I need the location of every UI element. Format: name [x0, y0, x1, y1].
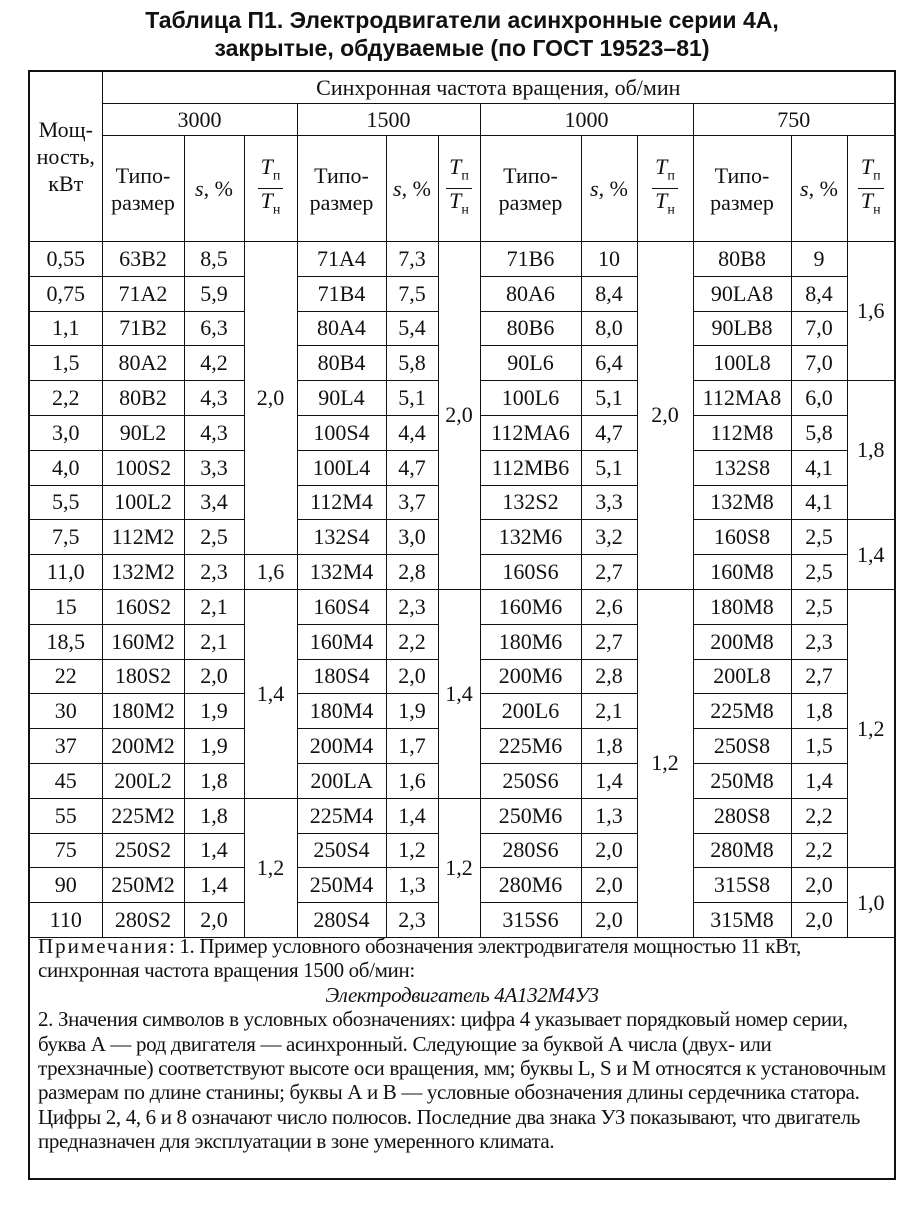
slip-cell-1000: 8,4	[581, 276, 637, 311]
slip-cell-3000: 4,2	[184, 346, 244, 381]
header-row-sync	[30, 72, 894, 104]
ratio-numerator	[446, 155, 472, 189]
col-type-header-3000: Типо-размер	[102, 136, 184, 242]
title-line-1: Таблица П1. Электродвигатели асинхронные серии 4А,	[145, 7, 779, 33]
table-row	[30, 798, 894, 833]
type-cell-1000: 280S6	[480, 833, 581, 868]
type-cell-3000: 180M2	[102, 694, 184, 729]
ratio-numerator-symbol: T	[449, 153, 462, 179]
slip-cell-3000: 3,3	[184, 450, 244, 485]
slip-cell-750: 2,5	[791, 589, 847, 624]
type-cell-1000: 160M6	[480, 589, 581, 624]
slip-cell-750: 2,0	[791, 903, 847, 938]
slip-cell-750: 9	[791, 242, 847, 277]
slip-unit: , %	[401, 176, 431, 201]
ratio-cell-750: 1,8	[847, 381, 894, 520]
slip-cell-1000: 2,7	[581, 624, 637, 659]
ratio-denominator-sub: н	[461, 202, 469, 218]
power-cell: 15	[30, 589, 102, 624]
ratio-denominator-symbol: T	[449, 188, 462, 213]
ratio-cell-1000: 1,2	[637, 589, 693, 937]
slip-symbol: s	[590, 176, 599, 201]
slip-cell-1500: 3,0	[386, 520, 438, 555]
slip-cell-1500: 2,0	[386, 659, 438, 694]
header-row-speeds	[30, 104, 894, 136]
type-cell-3000: 132M2	[102, 555, 184, 590]
power-cell: 0,75	[30, 276, 102, 311]
slip-cell-750: 4,1	[791, 450, 847, 485]
power-cell: 4,0	[30, 450, 102, 485]
ratio-denominator-symbol: T	[860, 188, 874, 213]
type-cell-3000: 100S2	[102, 450, 184, 485]
type-cell-750: 180M8	[693, 589, 791, 624]
ratio-cell-3000: 1,6	[244, 555, 297, 590]
col-type-header-1500: Типо-размер	[297, 136, 386, 242]
slip-symbol: s	[800, 176, 809, 201]
type-cell-3000: 180S2	[102, 659, 184, 694]
type-cell-750: 250M8	[693, 763, 791, 798]
note-2: 2. Значения символов в условных обозначениях: цифра 4 указывает порядковый номер серии, буква А — род двигателя — асинхронный. Следующие за буквой А числа (двух- или трехзначные) соответствуют высоте оси вращения, мм; буквы L, S и M относятся к установочным размерам по длине станины; буквы А и В — условные обозначения длины сердечника статора. Цифры 2, 4, 6 и 8 означают число полюсов. Последние два знака УЗ показывают, что двигатель предназначен для эксплуатации в зоне умеренного климата.	[38, 1007, 886, 1154]
slip-cell-3000: 4,3	[184, 381, 244, 416]
power-cell: 11,0	[30, 555, 102, 590]
type-cell-1500: 200M4	[297, 729, 386, 764]
ratio-numerator	[652, 155, 678, 189]
type-cell-1000: 80B6	[480, 311, 581, 346]
slip-cell-1000: 5,1	[581, 381, 637, 416]
slip-cell-750: 7,0	[791, 346, 847, 381]
ratio-cell-3000: 1,4	[244, 589, 297, 798]
type-cell-1500: 100S4	[297, 415, 386, 450]
torque-ratio-fraction	[652, 155, 678, 223]
slip-cell-1000: 3,2	[581, 520, 637, 555]
ratio-cell-750: 1,2	[847, 589, 894, 867]
col-ratio-header-1500	[438, 136, 480, 242]
slip-cell-750: 2,2	[791, 833, 847, 868]
type-cell-750: 200L8	[693, 659, 791, 694]
type-cell-3000: 200L2	[102, 763, 184, 798]
slip-cell-750: 1,5	[791, 729, 847, 764]
slip-unit: , %	[808, 176, 838, 201]
type-cell-3000: 280S2	[102, 903, 184, 938]
ratio-denominator-symbol: T	[260, 188, 273, 213]
ratio-numerator-sub: п	[461, 168, 469, 183]
slip-cell-1500: 4,4	[386, 415, 438, 450]
slip-cell-1000: 2,0	[581, 903, 637, 938]
type-cell-1500: 250S4	[297, 833, 386, 868]
slip-cell-1500: 1,9	[386, 694, 438, 729]
ratio-denominator-sub: н	[873, 202, 881, 218]
sync-speed-header: Синхронная частота вращения, об/мин	[102, 72, 894, 104]
type-cell-1500: 80B4	[297, 346, 386, 381]
slip-cell-750: 2,5	[791, 520, 847, 555]
power-cell: 90	[30, 868, 102, 903]
slip-cell-3000: 2,3	[184, 555, 244, 590]
type-cell-3000: 160M2	[102, 624, 184, 659]
ratio-cell-750: 1,6	[847, 242, 894, 381]
type-cell-750: 315M8	[693, 903, 791, 938]
slip-cell-3000: 3,4	[184, 485, 244, 520]
type-cell-1000: 315S6	[480, 903, 581, 938]
ratio-cell-1500: 1,2	[438, 798, 480, 937]
speed-3000-header: 3000	[102, 104, 297, 136]
ratio-cell-750: 1,4	[847, 520, 894, 590]
notes-block	[38, 934, 886, 1154]
power-cell: 75	[30, 833, 102, 868]
power-cell: 5,5	[30, 485, 102, 520]
type-cell-3000: 200M2	[102, 729, 184, 764]
slip-cell-3000: 1,4	[184, 833, 244, 868]
type-cell-750: 200M8	[693, 624, 791, 659]
ratio-denominator-sub: н	[667, 202, 675, 218]
slip-cell-1500: 2,2	[386, 624, 438, 659]
type-cell-750: 80B8	[693, 242, 791, 277]
type-cell-1500: 71B4	[297, 276, 386, 311]
slip-cell-3000: 1,4	[184, 868, 244, 903]
slip-cell-750: 2,5	[791, 555, 847, 590]
slip-cell-1500: 5,8	[386, 346, 438, 381]
type-cell-1500: 132M4	[297, 555, 386, 590]
power-cell: 3,0	[30, 415, 102, 450]
type-cell-1500: 225M4	[297, 798, 386, 833]
type-cell-1500: 160M4	[297, 624, 386, 659]
type-cell-1500: 132S4	[297, 520, 386, 555]
type-cell-3000: 225M2	[102, 798, 184, 833]
slip-cell-3000: 2,5	[184, 520, 244, 555]
slip-cell-1000: 5,1	[581, 450, 637, 485]
slip-cell-3000: 2,0	[184, 903, 244, 938]
slip-cell-1000: 2,0	[581, 833, 637, 868]
slip-cell-1500: 3,7	[386, 485, 438, 520]
type-cell-750: 250S8	[693, 729, 791, 764]
slip-cell-3000: 2,1	[184, 624, 244, 659]
type-cell-750: 90LA8	[693, 276, 791, 311]
type-cell-1500: 250M4	[297, 868, 386, 903]
type-cell-3000: 63B2	[102, 242, 184, 277]
type-cell-1500: 71A4	[297, 242, 386, 277]
torque-ratio-fraction	[258, 155, 284, 223]
type-cell-3000: 100L2	[102, 485, 184, 520]
header-row-columns	[30, 136, 894, 242]
type-cell-1000: 200L6	[480, 694, 581, 729]
slip-cell-1000: 6,4	[581, 346, 637, 381]
power-cell: 22	[30, 659, 102, 694]
speed-1000-header: 1000	[480, 104, 693, 136]
torque-ratio-fraction	[446, 155, 472, 223]
slip-cell-3000: 4,3	[184, 415, 244, 450]
ratio-numerator-sub: п	[667, 168, 675, 183]
slip-symbol: s	[195, 176, 204, 201]
note-1-text: : 1. Пример условного обозначения электродвигателя мощностью 11 кВт, синхронная частота вращения 1500 об/мин:	[38, 934, 801, 983]
type-cell-1000: 132S2	[480, 485, 581, 520]
notes-label: Примечания	[38, 934, 170, 958]
slip-cell-3000: 1,9	[184, 694, 244, 729]
type-cell-1000: 112MA6	[480, 415, 581, 450]
type-cell-3000: 112M2	[102, 520, 184, 555]
slip-cell-1500: 2,3	[386, 589, 438, 624]
type-cell-1000: 160S6	[480, 555, 581, 590]
ratio-cell-1500: 1,4	[438, 589, 480, 798]
slip-cell-750: 7,0	[791, 311, 847, 346]
ratio-denominator-sub: н	[272, 202, 281, 218]
torque-ratio-fraction	[858, 155, 884, 223]
type-cell-750: 160M8	[693, 555, 791, 590]
type-cell-1000: 112MB6	[480, 450, 581, 485]
power-cell: 1,1	[30, 311, 102, 346]
type-cell-750: 315S8	[693, 868, 791, 903]
type-cell-3000: 71A2	[102, 276, 184, 311]
type-cell-750: 112M8	[693, 415, 791, 450]
col-slip-header-1500	[386, 136, 438, 242]
ratio-numerator-sub: п	[873, 168, 881, 183]
type-cell-750: 112MA8	[693, 381, 791, 416]
type-cell-3000: 250M2	[102, 868, 184, 903]
slip-cell-3000: 5,9	[184, 276, 244, 311]
slip-cell-1000: 4,7	[581, 415, 637, 450]
slip-cell-1000: 2,8	[581, 659, 637, 694]
power-cell: 110	[30, 903, 102, 938]
slip-cell-1000: 1,3	[581, 798, 637, 833]
type-cell-750: 100L8	[693, 346, 791, 381]
slip-cell-3000: 1,8	[184, 763, 244, 798]
ratio-cell-750: 1,0	[847, 868, 894, 938]
slip-unit: , %	[598, 176, 628, 201]
type-cell-1000: 71B6	[480, 242, 581, 277]
col-slip-header-3000	[184, 136, 244, 242]
slip-cell-750: 5,8	[791, 415, 847, 450]
type-cell-1000: 225M6	[480, 729, 581, 764]
power-cell: 7,5	[30, 520, 102, 555]
type-cell-1500: 100L4	[297, 450, 386, 485]
power-cell: 30	[30, 694, 102, 729]
slip-cell-1000: 2,1	[581, 694, 637, 729]
ratio-numerator-symbol: T	[260, 153, 273, 179]
slip-cell-750: 2,0	[791, 868, 847, 903]
slip-cell-1500: 7,5	[386, 276, 438, 311]
type-cell-1500: 80A4	[297, 311, 386, 346]
slip-cell-1500: 1,6	[386, 763, 438, 798]
ratio-cell-3000: 2,0	[244, 242, 297, 555]
ratio-numerator-sub: п	[272, 168, 281, 183]
note-1	[38, 934, 886, 983]
type-cell-1000: 100L6	[480, 381, 581, 416]
type-cell-1500: 280S4	[297, 903, 386, 938]
slip-cell-750: 2,2	[791, 798, 847, 833]
type-cell-1000: 250M6	[480, 798, 581, 833]
ratio-denominator	[652, 189, 678, 222]
table-title	[0, 6, 924, 62]
type-cell-1000: 280M6	[480, 868, 581, 903]
ratio-numerator	[858, 155, 884, 189]
motor-table	[30, 72, 894, 938]
type-cell-3000: 71B2	[102, 311, 184, 346]
type-cell-1500: 180M4	[297, 694, 386, 729]
type-cell-1500: 90L4	[297, 381, 386, 416]
slip-cell-3000: 2,1	[184, 589, 244, 624]
slip-cell-1500: 5,4	[386, 311, 438, 346]
slip-cell-3000: 1,9	[184, 729, 244, 764]
slip-cell-1000: 2,6	[581, 589, 637, 624]
slip-cell-3000: 2,0	[184, 659, 244, 694]
col-type-header-1000: Типо-размер	[480, 136, 581, 242]
type-cell-1500: 112M4	[297, 485, 386, 520]
slip-cell-750: 6,0	[791, 381, 847, 416]
slip-unit: , %	[203, 176, 233, 201]
speed-1500-header: 1500	[297, 104, 480, 136]
slip-cell-1000: 3,3	[581, 485, 637, 520]
type-cell-1500: 180S4	[297, 659, 386, 694]
power-cell: 0,55	[30, 242, 102, 277]
power-cell: 37	[30, 729, 102, 764]
ratio-denominator	[858, 189, 884, 222]
col-slip-header-1000	[581, 136, 637, 242]
slip-cell-1500: 5,1	[386, 381, 438, 416]
ratio-numerator-symbol: T	[655, 153, 668, 179]
type-cell-750: 90LB8	[693, 311, 791, 346]
slip-cell-1000: 2,0	[581, 868, 637, 903]
ratio-denominator-symbol: T	[655, 188, 668, 213]
type-cell-750: 280M8	[693, 833, 791, 868]
slip-cell-750: 1,8	[791, 694, 847, 729]
slip-cell-1000: 1,8	[581, 729, 637, 764]
type-cell-750: 132M8	[693, 485, 791, 520]
slip-cell-1500: 7,3	[386, 242, 438, 277]
ratio-numerator-symbol: T	[860, 153, 874, 179]
ratio-cell-1500: 2,0	[438, 242, 480, 590]
type-cell-1000: 80A6	[480, 276, 581, 311]
type-cell-3000: 250S2	[102, 833, 184, 868]
ratio-cell-1000: 2,0	[637, 242, 693, 590]
col-ratio-header-1000	[637, 136, 693, 242]
type-cell-1000: 132M6	[480, 520, 581, 555]
col-ratio-header-3000	[244, 136, 297, 242]
table-row	[30, 589, 894, 624]
slip-cell-1000: 8,0	[581, 311, 637, 346]
slip-cell-1500: 1,7	[386, 729, 438, 764]
type-cell-3000: 80A2	[102, 346, 184, 381]
power-cell: 2,2	[30, 381, 102, 416]
ratio-denominator	[446, 189, 472, 222]
type-cell-1000: 90L6	[480, 346, 581, 381]
power-cell: 55	[30, 798, 102, 833]
type-cell-1500: 200LA	[297, 763, 386, 798]
slip-cell-1500: 1,4	[386, 798, 438, 833]
slip-cell-1000: 2,7	[581, 555, 637, 590]
table-body	[30, 72, 894, 937]
type-cell-1000: 250S6	[480, 763, 581, 798]
slip-cell-750: 2,7	[791, 659, 847, 694]
slip-cell-1000: 10	[581, 242, 637, 277]
title-line-2: закрытые, обдуваемые (по ГОСТ 19523–81)	[214, 35, 710, 61]
table-row	[30, 242, 894, 277]
type-cell-3000: 80B2	[102, 381, 184, 416]
slip-symbol: s	[393, 176, 402, 201]
power-cell: 18,5	[30, 624, 102, 659]
table-sheet	[28, 70, 896, 1180]
slip-cell-1500: 1,3	[386, 868, 438, 903]
slip-cell-750: 8,4	[791, 276, 847, 311]
slip-cell-1500: 2,8	[386, 555, 438, 590]
type-cell-750: 160S8	[693, 520, 791, 555]
type-cell-3000: 160S2	[102, 589, 184, 624]
slip-cell-1500: 4,7	[386, 450, 438, 485]
power-cell: 1,5	[30, 346, 102, 381]
power-cell: 45	[30, 763, 102, 798]
slip-cell-3000: 6,3	[184, 311, 244, 346]
slip-cell-750: 4,1	[791, 485, 847, 520]
ratio-numerator	[258, 155, 284, 189]
slip-cell-1500: 1,2	[386, 833, 438, 868]
slip-cell-3000: 8,5	[184, 242, 244, 277]
ratio-denominator	[258, 189, 284, 222]
col-ratio-header-750	[847, 136, 894, 242]
type-cell-750: 132S8	[693, 450, 791, 485]
slip-cell-750: 2,3	[791, 624, 847, 659]
slip-cell-3000: 1,8	[184, 798, 244, 833]
type-cell-1000: 200M6	[480, 659, 581, 694]
slip-cell-1000: 1,4	[581, 763, 637, 798]
power-header: Мощ-ность, кВт	[30, 72, 102, 242]
note-1-example: Электродвигатель 4А132М4У3	[325, 982, 599, 1007]
speed-750-header: 750	[693, 104, 894, 136]
type-cell-1500: 160S4	[297, 589, 386, 624]
ratio-cell-3000: 1,2	[244, 798, 297, 937]
type-cell-750: 280S8	[693, 798, 791, 833]
slip-cell-750: 1,4	[791, 763, 847, 798]
col-type-header-750: Типо-размер	[693, 136, 791, 242]
col-slip-header-750	[791, 136, 847, 242]
type-cell-1000: 180M6	[480, 624, 581, 659]
slip-cell-1500: 2,3	[386, 903, 438, 938]
type-cell-750: 225M8	[693, 694, 791, 729]
type-cell-3000: 90L2	[102, 415, 184, 450]
